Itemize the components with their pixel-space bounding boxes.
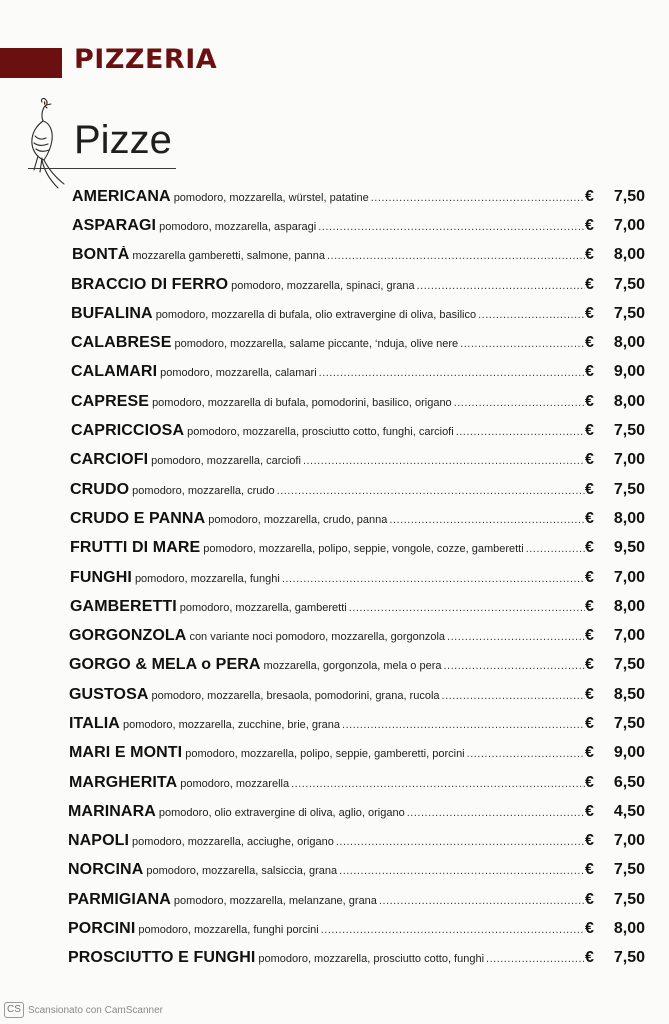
dot-leader <box>371 192 585 204</box>
pizza-price: 7,50 <box>613 187 645 205</box>
menu-item <box>0 856 669 885</box>
menu-item <box>0 182 669 211</box>
pizza-price: 7,50 <box>613 949 645 967</box>
pizza-ingredients: pomodoro, mozzarella, gamberetti <box>179 601 347 614</box>
menu-item-text <box>68 920 585 938</box>
pizza-ingredients: pomodoro, mozzarella, funghi <box>134 572 280 585</box>
currency-symbol: € <box>585 890 594 908</box>
menu-item-text <box>69 744 585 762</box>
pizza-name: MARI E MONTI <box>69 744 183 762</box>
currency-symbol: € <box>585 920 594 938</box>
currency-symbol: € <box>585 451 594 469</box>
pizza-price: 7,00 <box>613 216 645 234</box>
dot-leader <box>319 367 585 379</box>
menu-item-text <box>71 305 585 323</box>
menu-item <box>0 328 669 357</box>
menu-item-text <box>68 803 585 821</box>
menu-item-text <box>68 832 585 850</box>
currency-symbol: € <box>585 714 594 732</box>
pizza-ingredients: mozzarella, gorgonzola, mela o pera <box>263 660 442 673</box>
menu-item <box>0 944 669 973</box>
menu-item-text <box>69 686 585 704</box>
menu-item-text <box>70 451 585 469</box>
dot-leader <box>526 543 585 555</box>
currency-symbol: € <box>585 392 594 410</box>
pizza-name: ASPARAGI <box>72 216 157 234</box>
dot-leader <box>447 631 585 643</box>
menu-item-text <box>71 393 585 411</box>
menu-item <box>0 680 669 709</box>
menu-item <box>0 299 669 328</box>
menu-item-text <box>72 246 585 264</box>
pizza-price: 8,00 <box>613 920 645 938</box>
menu-item <box>0 270 669 299</box>
watermark-text: Scansionato con CamScanner <box>27 1004 163 1016</box>
pizza-ingredients: pomodoro, mozzarella, crudo <box>132 484 275 497</box>
menu-item <box>0 446 669 475</box>
pizza-name: PROSCIUTTO E FUNGHI <box>68 949 256 967</box>
pizza-ingredients: pomodoro, mozzarella, calamari <box>160 367 317 380</box>
pizza-name: CAPRICCIOSA <box>71 422 185 440</box>
dot-leader <box>442 690 585 702</box>
pizza-ingredients: pomodoro, mozzarella, salame piccante, ‘nduja, olive nere <box>174 338 459 351</box>
header-accent-bar <box>0 48 62 78</box>
pizza-name: CARCIOFI <box>70 451 149 469</box>
pizza-price: 6,50 <box>613 773 645 791</box>
pizza-ingredients: pomodoro, mozzarella, zucchine, brie, grana <box>122 718 341 731</box>
pizza-price: 8,00 <box>613 597 645 615</box>
pizza-name: PORCINI <box>68 920 136 938</box>
scanner-watermark <box>4 1002 163 1018</box>
pizza-price: 7,00 <box>613 627 645 645</box>
menu-item <box>0 563 669 592</box>
pizza-price: 8,50 <box>613 685 645 703</box>
pizza-ingredients: con variante noci pomodoro, mozzarella, gorgonzola <box>189 631 446 644</box>
dot-leader <box>342 719 585 731</box>
dot-leader <box>349 602 585 614</box>
menu-item-text <box>70 569 585 587</box>
menu-item <box>0 885 669 914</box>
pizza-ingredients: pomodoro, mozzarella di bufala, pomodorini, basilico, origano <box>152 396 452 409</box>
pizza-ingredients: pomodoro, mozzarella, spinaci, grana <box>231 279 415 292</box>
pizza-name: MARINARA <box>68 802 156 820</box>
pizza-price: 7,00 <box>613 832 645 850</box>
pizza-name: BONTÀ <box>72 246 130 264</box>
menu-item <box>0 709 669 738</box>
pizza-ingredients: pomodoro, olio extravergine di oliva, aglio, origano <box>158 806 405 819</box>
pizza-name: AMERICANA <box>72 187 171 205</box>
pizza-price: 8,00 <box>613 509 645 527</box>
pizza-name: CALAMARI <box>71 363 158 381</box>
pizza-name: GAMBERETTI <box>70 597 177 615</box>
menu-item <box>0 211 669 240</box>
pizza-name: CRUDO E PANNA <box>70 509 206 527</box>
currency-symbol: € <box>585 275 594 293</box>
pizza-name: GORGO & MELA o PERA <box>69 656 261 674</box>
dot-leader <box>282 573 585 585</box>
currency-symbol: € <box>585 216 594 234</box>
pizza-name: BUFALINA <box>71 304 153 322</box>
pizza-name: CRUDO <box>70 480 130 498</box>
menu-item-text <box>69 656 585 674</box>
currency-symbol: € <box>585 744 594 762</box>
currency-symbol: € <box>585 187 594 205</box>
pizza-price: 7,00 <box>613 451 645 469</box>
pizza-price: 7,50 <box>613 275 645 293</box>
currency-symbol: € <box>585 685 594 703</box>
menu-item-text <box>68 861 585 879</box>
dot-leader <box>336 836 585 848</box>
currency-symbol: € <box>585 832 594 850</box>
menu-item-text <box>68 891 585 909</box>
currency-symbol: € <box>585 597 594 615</box>
section-divider <box>28 168 176 169</box>
pizza-ingredients: pomodoro, mozzarella, melanzane, grana <box>173 894 377 907</box>
menu-item-text <box>71 422 585 440</box>
pizza-price: 8,00 <box>613 246 645 264</box>
pizza-ingredients: pomodoro, mozzarella, asparagi <box>159 220 317 233</box>
menu-item-text <box>70 598 585 616</box>
menu-item-text <box>71 363 585 381</box>
pizza-ingredients: pomodoro, mozzarella, prosciutto cotto, funghi, carciofi <box>187 426 454 439</box>
pizza-ingredients: pomodoro, mozzarella <box>180 777 290 790</box>
pizza-price: 9,00 <box>613 363 645 381</box>
currency-symbol: € <box>585 539 594 557</box>
menu-item <box>0 768 669 797</box>
pizza-name: MARGHERITA <box>69 773 178 791</box>
pizza-ingredients: pomodoro, mozzarella, salsiccia, grana <box>146 865 338 878</box>
dot-leader <box>407 807 585 819</box>
menu-item-text <box>68 949 585 967</box>
currency-symbol: € <box>585 480 594 498</box>
dot-leader <box>478 309 585 321</box>
currency-symbol: € <box>585 802 594 820</box>
pizza-price: 9,50 <box>613 539 645 557</box>
pizza-price: 7,50 <box>613 714 645 732</box>
currency-symbol: € <box>585 656 594 674</box>
currency-symbol: € <box>585 422 594 440</box>
menu-item <box>0 739 669 768</box>
pizza-ingredients: pomodoro, mozzarella, prosciutto cotto, funghi <box>258 953 485 966</box>
menu-item-text <box>72 217 585 235</box>
menu-item-text <box>69 627 585 645</box>
dot-leader <box>460 338 585 350</box>
menu-item-text <box>70 510 585 528</box>
currency-symbol: € <box>585 861 594 879</box>
pizza-name: CALABRESE <box>71 334 172 352</box>
currency-symbol: € <box>585 773 594 791</box>
menu-item <box>0 914 669 943</box>
pizza-name: ITALIA <box>69 714 120 732</box>
currency-symbol: € <box>585 509 594 527</box>
pizza-ingredients: pomodoro, mozzarella, polipo, seppie, vongole, cozze, gamberetti <box>203 543 524 556</box>
menu-item <box>0 475 669 504</box>
pizza-ingredients: pomodoro, mozzarella, funghi porcini <box>138 924 319 937</box>
dot-leader <box>454 397 585 409</box>
dot-leader <box>456 426 585 438</box>
menu-item <box>0 651 669 680</box>
menu-item <box>0 534 669 563</box>
dot-leader <box>417 280 585 292</box>
pizza-name: FRUTTI DI MARE <box>70 539 201 557</box>
dot-leader <box>339 865 585 877</box>
pizza-ingredients: pomodoro, mozzarella, carciofi <box>151 455 301 468</box>
pheasant-icon <box>20 96 70 192</box>
pizza-price: 8,00 <box>613 392 645 410</box>
section-title: Pizze <box>74 118 172 162</box>
pizza-price: 7,50 <box>613 304 645 322</box>
menu-list <box>0 182 669 973</box>
dot-leader <box>277 485 585 497</box>
menu-item <box>0 504 669 533</box>
menu-item-text <box>71 334 585 352</box>
pizza-name: NAPOLI <box>68 832 130 850</box>
menu-item <box>0 797 669 826</box>
currency-symbol: € <box>585 363 594 381</box>
menu-item <box>0 358 669 387</box>
dot-leader <box>486 953 585 965</box>
menu-item <box>0 592 669 621</box>
menu-item-text <box>70 539 585 557</box>
currency-symbol: € <box>585 304 594 322</box>
pizza-price: 9,00 <box>613 744 645 762</box>
pizza-ingredients: pomodoro, mozzarella, würstel, patatine <box>173 191 369 204</box>
pizza-name: GORGONZOLA <box>69 627 187 645</box>
menu-item-text <box>72 188 585 206</box>
pizza-price: 8,00 <box>613 334 645 352</box>
currency-symbol: € <box>585 246 594 264</box>
menu-item-text <box>69 774 585 792</box>
currency-symbol: € <box>585 568 594 586</box>
dot-leader <box>321 924 585 936</box>
pizza-name: CAPRESE <box>71 392 150 410</box>
dot-leader <box>291 778 585 790</box>
pizza-ingredients: pomodoro, mozzarella, crudo, panna <box>208 513 388 526</box>
menu-item <box>0 416 669 445</box>
pizza-price: 7,50 <box>613 422 645 440</box>
menu-item <box>0 387 669 416</box>
pizza-price: 7,50 <box>613 890 645 908</box>
pizza-name: GUSTOSA <box>69 685 149 703</box>
pizza-price: 7,50 <box>613 656 645 674</box>
currency-symbol: € <box>585 334 594 352</box>
pizza-name: FUNGHI <box>70 568 132 586</box>
menu-item-text <box>69 715 585 733</box>
menu-item-text <box>70 481 585 499</box>
dot-leader <box>327 250 585 262</box>
page-title: PIZZERIA <box>74 44 218 75</box>
pizza-ingredients: pomodoro, mozzarella, polipo, seppie, gamberetti, porcini <box>185 748 465 761</box>
dot-leader <box>303 455 585 467</box>
pizza-name: PARMIGIANA <box>68 890 171 908</box>
currency-symbol: € <box>585 949 594 967</box>
pizza-name: BRACCIO DI FERRO <box>71 275 229 293</box>
dot-leader <box>467 748 585 760</box>
dot-leader <box>318 221 585 233</box>
pizza-price: 7,50 <box>613 480 645 498</box>
pizza-price: 4,50 <box>613 802 645 820</box>
menu-item <box>0 827 669 856</box>
pizza-ingredients: mozzarella gamberetti, salmone, panna <box>132 250 325 263</box>
dot-leader <box>389 514 585 526</box>
pizza-ingredients: pomodoro, mozzarella di bufala, olio extravergine di oliva, basilico <box>155 308 477 321</box>
pizza-ingredients: pomodoro, mozzarella, bresaola, pomodorini, grana, rucola <box>151 689 440 702</box>
currency-symbol: € <box>585 627 594 645</box>
pizza-price: 7,00 <box>613 568 645 586</box>
menu-item <box>0 241 669 270</box>
pizza-price: 7,50 <box>613 861 645 879</box>
dot-leader <box>379 895 585 907</box>
pizza-ingredients: pomodoro, mozzarella, acciughe, origano <box>132 836 334 849</box>
dot-leader <box>443 660 585 672</box>
menu-item <box>0 621 669 650</box>
pizza-name: NORCINA <box>68 861 144 879</box>
camscanner-logo: CS <box>4 1002 24 1018</box>
menu-item-text <box>71 276 585 294</box>
